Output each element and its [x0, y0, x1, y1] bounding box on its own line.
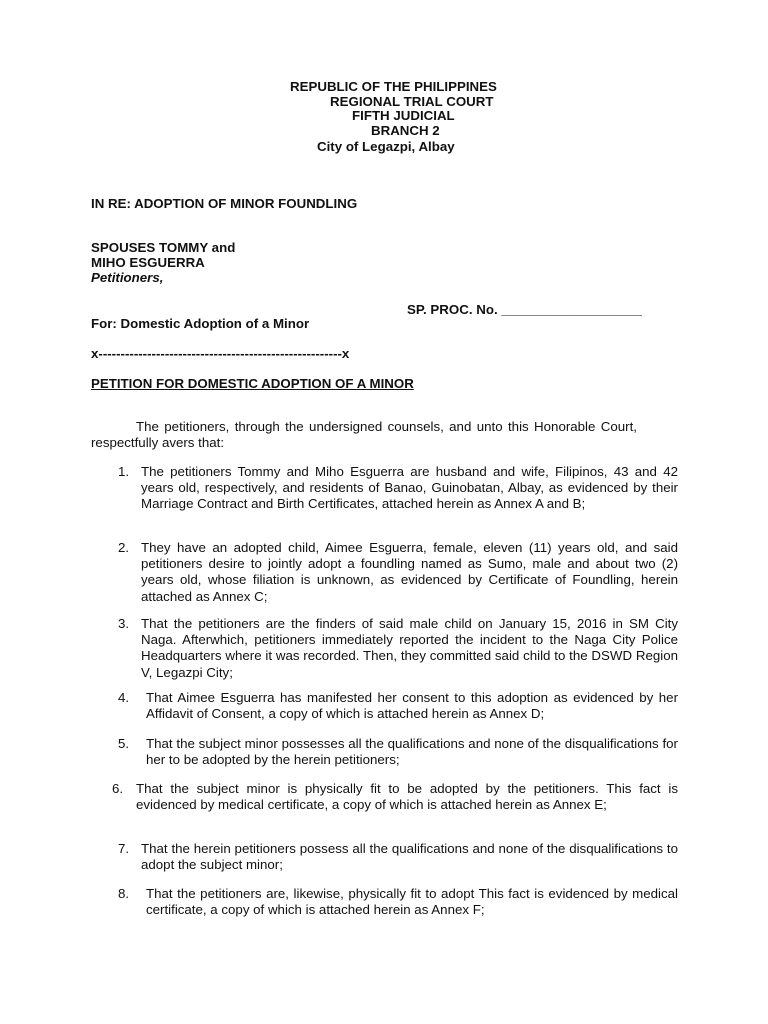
header-republic: REPUBLIC OF THE PHILIPPINES: [290, 79, 497, 94]
list-item: [112, 690, 678, 724]
item-text: That the petitioners are, likewise, physically fit to adopt This fact is evidenced by medical certificate, a copy of which is attached herein as Annex F;: [146, 886, 678, 918]
list-item: [112, 781, 678, 831]
list-item: [112, 736, 678, 770]
header-city: City of Legazpi, Albay: [317, 139, 455, 154]
item-number: 3.: [118, 616, 130, 631]
list-item: [112, 540, 678, 606]
list-item: [112, 841, 678, 875]
item-text: That the subject minor possesses all the qualifications and none of the disqualifications for her to be adopted by the herein petitioners;: [146, 736, 678, 768]
item-number: 5.: [118, 736, 130, 751]
item-text: That the subject minor is physically fit to be adopted by the petitioners. This fact is evidenced by medical certificate, a copy of which is attached herein as Annex E;: [136, 781, 678, 813]
petition-title: PETITION FOR DOMESTIC ADOPTION OF A MINOR: [91, 376, 414, 391]
spouses-line-2: MIHO ESGUERRA: [91, 255, 205, 270]
item-number: 7.: [118, 841, 130, 856]
list-item: [112, 464, 678, 530]
item-text: That the petitioners are the finders of said male child on January 15, 2016 in SM City Naga. Afterwhich, petitioners immediately reported the incident to the Naga City Police Headquarters where it was recorded. Then, they committed said child to the DSWD Region V, Legazpi City;: [141, 616, 678, 680]
item-number: 4.: [118, 690, 130, 705]
item-number: 6.: [112, 781, 124, 796]
header-court: REGIONAL TRIAL COURT: [330, 94, 494, 109]
item-text: They have an adopted child, Aimee Esguerra, female, eleven (11) years old, and said petitioners desire to jointly adopt a foundling named as Sumo, male and about two (2) years old, whose filiation is unknown, as evidenced by Certificate of Foundling, herein attached as Annex C;: [141, 540, 678, 604]
header-branch: BRANCH 2: [371, 123, 440, 138]
item-text: That Aimee Esguerra has manifested her consent to this adoption as evidenced by her Affidavit of Consent, a copy of which is attached herein as Annex D;: [146, 690, 678, 722]
spouses-line-1: SPOUSES TOMMY and: [91, 240, 236, 255]
for-line: For: Domestic Adoption of a Minor: [91, 316, 310, 331]
list-item: [112, 886, 678, 920]
sp-proc-number: SP. PROC. No. ___________________: [407, 302, 642, 317]
header-judicial: FIFTH JUDICIAL: [352, 108, 455, 123]
item-text: That the herein petitioners possess all the qualifications and none of the disqualifications to adopt the subject minor;: [141, 841, 678, 873]
intro-paragraph: The petitioners, through the undersigned counsels, and unto this Honorable Court, respectfully avers that:: [91, 419, 637, 451]
petitioners-label: Petitioners,: [91, 270, 164, 285]
item-number: 8.: [118, 886, 130, 901]
item-number: 2.: [118, 540, 130, 555]
in-re-line: IN RE: ADOPTION OF MINOR FOUNDLING: [91, 196, 358, 211]
item-number: 1.: [118, 464, 130, 479]
list-item: [112, 616, 678, 682]
item-text: The petitioners Tommy and Miho Esguerra are husband and wife, Filipinos, 43 and 42 years old, respectively, and residents of Banao, Guinobatan, Albay, as evidenced by their Marriage Contract and Birth Certificates, attached herein as Annex A and B;: [141, 464, 678, 512]
caption-separator: x-------------------------------------------------------x: [91, 346, 350, 361]
